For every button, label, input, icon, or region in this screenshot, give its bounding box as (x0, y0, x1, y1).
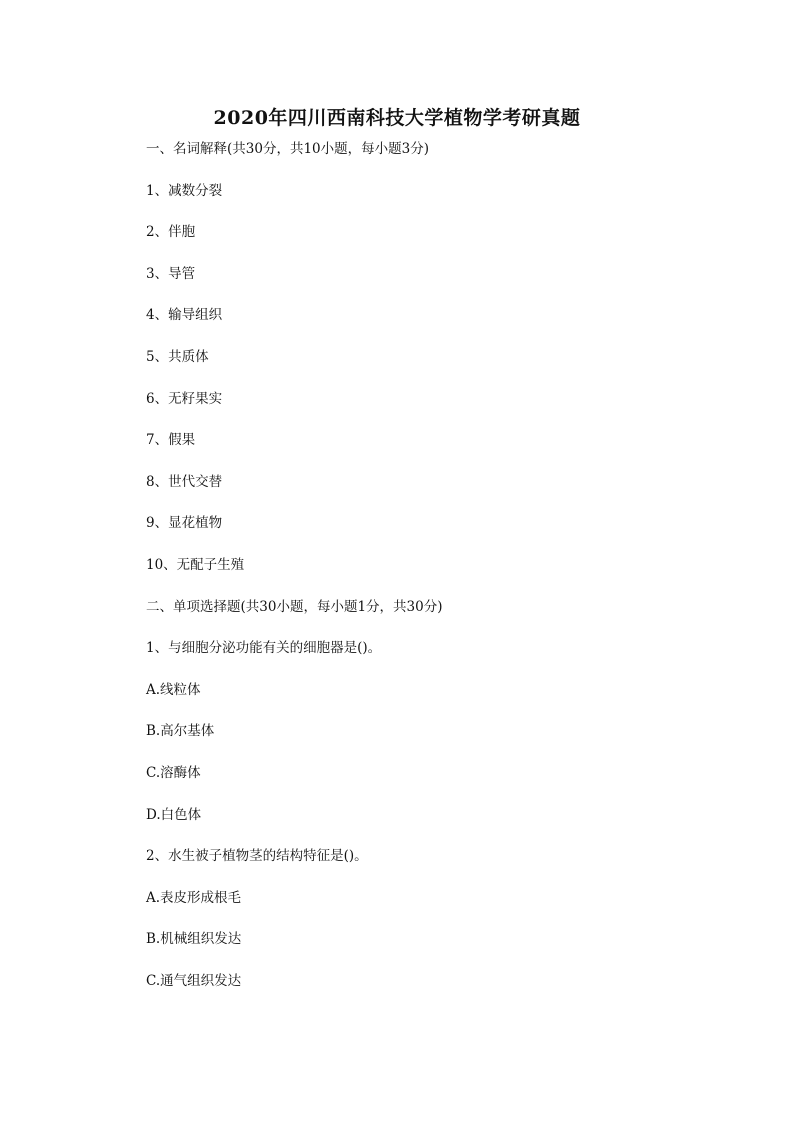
document-title: 2020年四川西南科技大学植物学考研真题 (213, 107, 581, 129)
question-item: 5、共质体 (146, 348, 209, 365)
section-heading-choice: 二、单项选择题(共30小题，每小题1分，共30分) (146, 598, 443, 615)
question-item: 9、显花植物 (146, 515, 223, 532)
answer-option: B.机械组织发达 (146, 931, 242, 948)
question-item: 1、减数分裂 (146, 182, 223, 199)
question-item: 4、输导组织 (146, 307, 223, 324)
question-item: 7、假果 (146, 432, 196, 449)
question-item: 2、水生被子植物茎的结构特征是()。 (146, 848, 368, 865)
answer-option: B.高尔基体 (146, 723, 215, 740)
question-item: 1、与细胞分泌功能有关的细胞器是()。 (146, 640, 382, 657)
section-heading-definitions: 一、名词解释(共30分，共10小题，每小题3分) (146, 141, 429, 157)
question-item: 8、世代交替 (146, 473, 223, 490)
question-item: 10、无配子生殖 (146, 556, 245, 573)
question-item: 2、伴胞 (146, 224, 196, 241)
answer-option: A.表皮形成根毛 (146, 889, 242, 906)
answer-option: C.溶酶体 (146, 764, 201, 781)
question-item: 6、无籽果实 (146, 390, 223, 407)
question-item: 3、导管 (146, 265, 196, 282)
answer-option: C.通气组织发达 (146, 972, 242, 989)
question-list (146, 138, 706, 1011)
answer-option: D.白色体 (146, 806, 202, 823)
answer-option: A.线粒体 (146, 681, 201, 698)
